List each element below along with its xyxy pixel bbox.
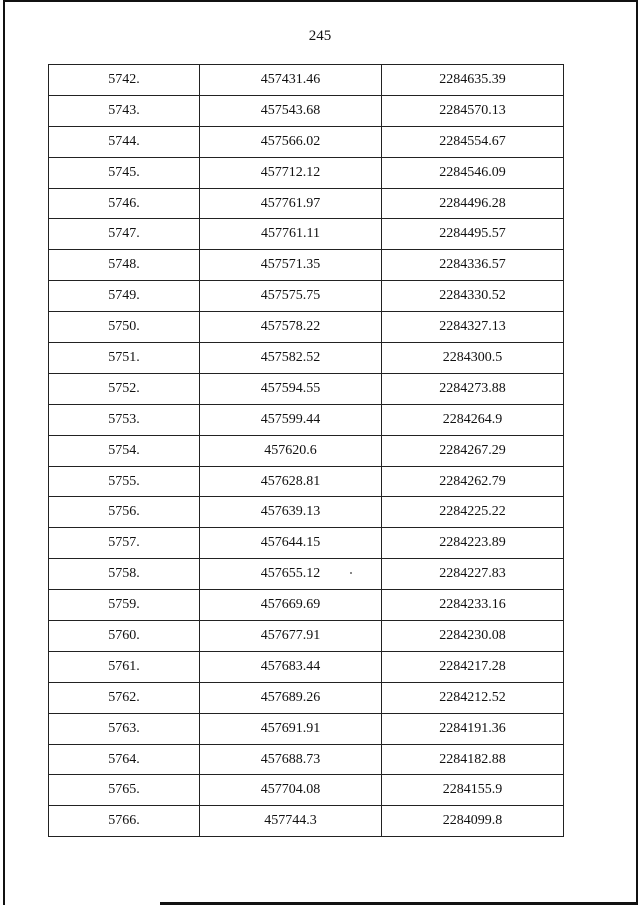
point-number-cell: 5764. [49, 744, 200, 775]
point-number-cell: 5760. [49, 621, 200, 652]
x-coordinate-cell: 457669.69 [200, 590, 382, 621]
y-coordinate-cell: 2284227.83 [382, 559, 564, 590]
table-row [49, 343, 564, 374]
table-row [49, 590, 564, 621]
y-coordinate-cell: 2284212.52 [382, 682, 564, 713]
table-row [49, 528, 564, 559]
point-number-cell: 5762. [49, 682, 200, 713]
y-coordinate-cell: 2284273.88 [382, 373, 564, 404]
y-coordinate-cell: 2284546.09 [382, 157, 564, 188]
x-coordinate-cell: 457744.3 [200, 806, 382, 837]
x-coordinate-cell: 457683.44 [200, 651, 382, 682]
y-coordinate-cell: 2284496.28 [382, 188, 564, 219]
page-edge-top [3, 0, 637, 2]
y-coordinate-cell: 2284182.88 [382, 744, 564, 775]
point-number-cell: 5754. [49, 435, 200, 466]
point-number-cell: 5755. [49, 466, 200, 497]
y-coordinate-cell: 2284635.39 [382, 65, 564, 96]
x-coordinate-cell: 457691.91 [200, 713, 382, 744]
point-number-cell: 5756. [49, 497, 200, 528]
y-coordinate-cell: 2284225.22 [382, 497, 564, 528]
y-coordinate-cell: 2284262.79 [382, 466, 564, 497]
page-edge-right [636, 0, 638, 905]
point-number-cell: 5761. [49, 651, 200, 682]
x-coordinate-cell: 457712.12 [200, 157, 382, 188]
coordinate-table-body [49, 65, 564, 837]
point-number-cell: 5757. [49, 528, 200, 559]
y-coordinate-cell: 2284336.57 [382, 250, 564, 281]
table-row [49, 775, 564, 806]
y-coordinate-cell: 2284233.16 [382, 590, 564, 621]
point-number-cell: 5744. [49, 126, 200, 157]
point-number-cell: 5765. [49, 775, 200, 806]
table-row [49, 466, 564, 497]
y-coordinate-cell: 2284495.57 [382, 219, 564, 250]
point-number-cell: 5751. [49, 343, 200, 374]
x-coordinate-cell: 457761.97 [200, 188, 382, 219]
x-coordinate-cell: 457689.26 [200, 682, 382, 713]
page-number: 245 [308, 28, 332, 44]
x-coordinate-cell: 457655.12 [200, 559, 382, 590]
table-row [49, 435, 564, 466]
x-coordinate-cell: 457599.44 [200, 404, 382, 435]
x-coordinate-cell: 457677.91 [200, 621, 382, 652]
x-coordinate-cell: 457644.15 [200, 528, 382, 559]
x-coordinate-cell: 457431.46 [200, 65, 382, 96]
y-coordinate-cell: 2284570.13 [382, 95, 564, 126]
table-row [49, 651, 564, 682]
y-coordinate-cell: 2284223.89 [382, 528, 564, 559]
y-coordinate-cell: 2284267.29 [382, 435, 564, 466]
x-coordinate-cell: 457761.11 [200, 219, 382, 250]
point-number-cell: 5742. [49, 65, 200, 96]
table-row [49, 806, 564, 837]
x-coordinate-cell: 457575.75 [200, 281, 382, 312]
x-coordinate-cell: 457571.35 [200, 250, 382, 281]
table-row [49, 281, 564, 312]
table-row [49, 157, 564, 188]
point-number-cell: 5749. [49, 281, 200, 312]
x-coordinate-cell: 457620.6 [200, 435, 382, 466]
x-coordinate-cell: 457578.22 [200, 312, 382, 343]
x-coordinate-cell: 457628.81 [200, 466, 382, 497]
table-row [49, 621, 564, 652]
point-number-cell: 5746. [49, 188, 200, 219]
x-coordinate-cell: 457639.13 [200, 497, 382, 528]
table-row [49, 312, 564, 343]
y-coordinate-cell: 2284327.13 [382, 312, 564, 343]
table-row [49, 559, 564, 590]
y-coordinate-cell: 2284330.52 [382, 281, 564, 312]
y-coordinate-cell: 2284155.9 [382, 775, 564, 806]
point-number-cell: 5752. [49, 373, 200, 404]
y-coordinate-cell: 2284217.28 [382, 651, 564, 682]
point-number-cell: 5748. [49, 250, 200, 281]
x-coordinate-cell: 457594.55 [200, 373, 382, 404]
table-row [49, 250, 564, 281]
scan-speck [350, 572, 352, 574]
point-number-cell: 5745. [49, 157, 200, 188]
x-coordinate-cell: 457704.08 [200, 775, 382, 806]
point-number-cell: 5758. [49, 559, 200, 590]
table-row [49, 682, 564, 713]
table-row [49, 373, 564, 404]
point-number-cell: 5747. [49, 219, 200, 250]
x-coordinate-cell: 457582.52 [200, 343, 382, 374]
page-edge-left [3, 0, 5, 905]
y-coordinate-cell: 2284554.67 [382, 126, 564, 157]
point-number-cell: 5743. [49, 95, 200, 126]
x-coordinate-cell: 457566.02 [200, 126, 382, 157]
y-coordinate-cell: 2284300.5 [382, 343, 564, 374]
point-number-cell: 5753. [49, 404, 200, 435]
table-row [49, 219, 564, 250]
x-coordinate-cell: 457543.68 [200, 95, 382, 126]
y-coordinate-cell: 2284230.08 [382, 621, 564, 652]
y-coordinate-cell: 2284191.36 [382, 713, 564, 744]
y-coordinate-cell: 2284099.8 [382, 806, 564, 837]
point-number-cell: 5763. [49, 713, 200, 744]
table-row [49, 95, 564, 126]
table-row [49, 744, 564, 775]
y-coordinate-cell: 2284264.9 [382, 404, 564, 435]
table-row [49, 188, 564, 219]
point-number-cell: 5766. [49, 806, 200, 837]
table-row [49, 497, 564, 528]
table-row [49, 126, 564, 157]
table-row [49, 404, 564, 435]
point-number-cell: 5759. [49, 590, 200, 621]
table-row [49, 713, 564, 744]
point-number-cell: 5750. [49, 312, 200, 343]
x-coordinate-cell: 457688.73 [200, 744, 382, 775]
coordinate-table [48, 64, 564, 837]
table-row [49, 65, 564, 96]
